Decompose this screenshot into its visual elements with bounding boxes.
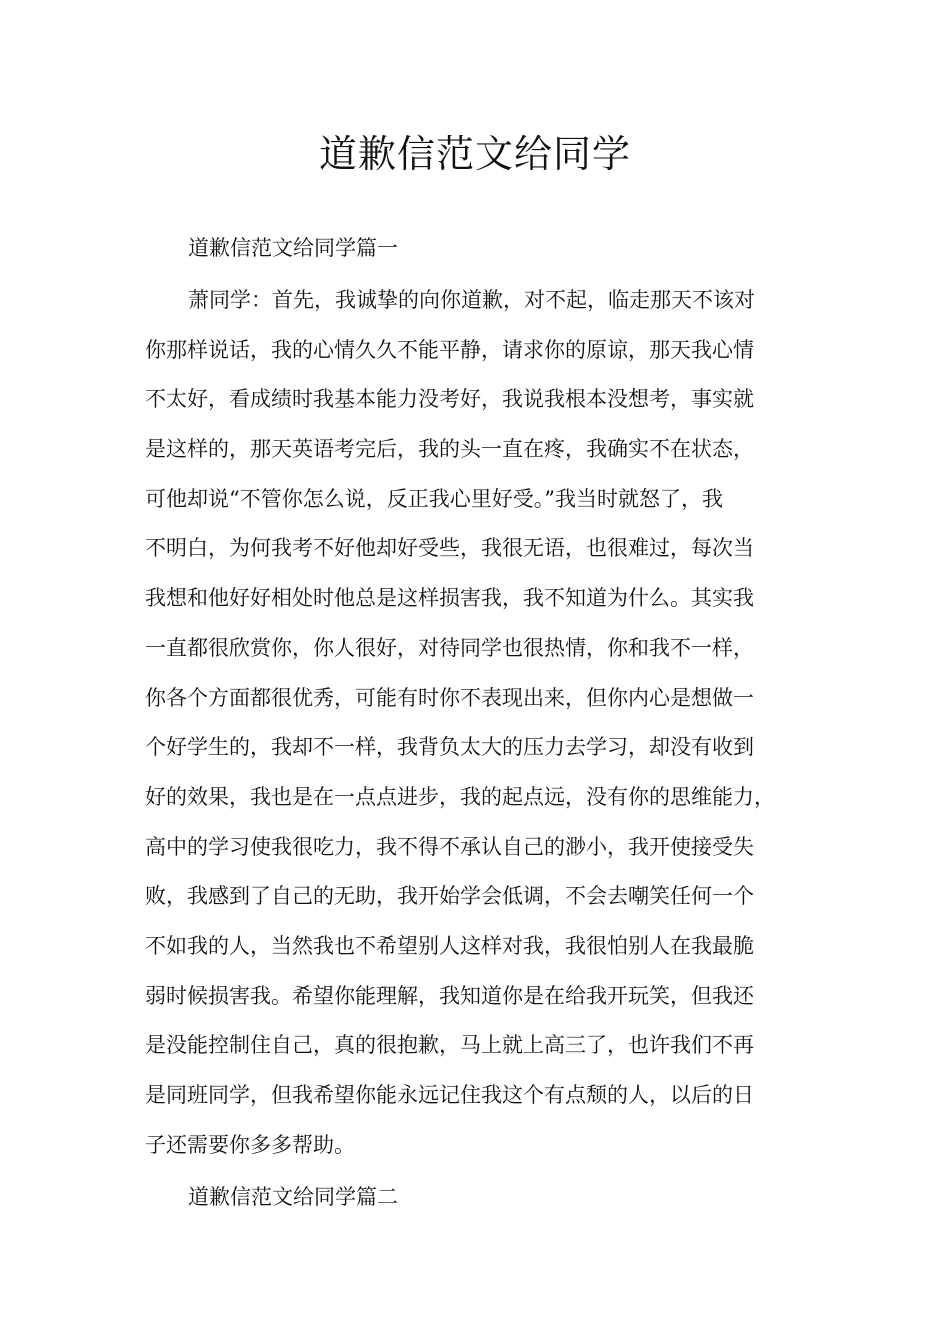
paragraph-line: 败，我感到了自己的无助，我开始学会低调，不会去嘲笑任何一个	[145, 884, 754, 909]
letter-paragraph-1	[145, 276, 825, 1170]
paragraph-line: 不太好，看成绩时我基本能力没考好，我说我根本没想考，事实就	[145, 387, 754, 412]
paragraph-line: 是没能控制住自己，真的很抱歉，马上就上高三了，也许我们不再	[145, 1033, 754, 1058]
paragraph-line: 你各个方面都很优秀，可能有时你不表现出来，但你内心是想做一	[145, 685, 754, 710]
paragraph-line: 你那样说话，我的心情久久不能平静，请求你的原谅，那天我心情	[145, 337, 754, 362]
paragraph-line: 好的效果，我也是在一点点进步，我的起点远，没有你的思维能力，	[145, 784, 775, 809]
paragraph-line: 个好学生的，我却不一样，我背负太大的压力去学习，却没有收到	[145, 735, 754, 760]
paragraph-line: 是同班同学，但我希望你能永远记住我这个有点颓的人，以后的日	[145, 1083, 754, 1107]
section-heading-1: 道歉信范文给同学篇一	[188, 236, 398, 260]
paragraph-line: 是这样的，那天英语考完后，我的头一直在疼，我确实不在状态，	[145, 437, 754, 462]
paragraph-line: 弱时候损害我。希望你能理解，我知道你是在给我开玩笑，但我还	[145, 983, 754, 1008]
paragraph-line: 子还需要你多多帮助。	[145, 1132, 355, 1157]
paragraph-line: 不如我的人，当然我也不希望别人这样对我，我很怕别人在我最脆	[145, 933, 754, 958]
document-title: 道歉信范文给同学	[318, 132, 631, 176]
paragraph-line: 我想和他好好相处时他总是这样损害我，我不知道为什么。其实我	[145, 586, 754, 611]
paragraph-line: 可他却说“不管你怎么说，反正我心里好受。”我当时就怒了，我	[145, 486, 723, 511]
paragraph-line: 一直都很欣赏你，你人很好，对待同学也很热情，你和我不一样，	[145, 635, 754, 660]
section-heading-2: 道歉信范文给同学篇二	[188, 1185, 398, 1209]
paragraph-line: 不明白，为何我考不好他却好受些，我很无语，也很难过，每次当	[145, 536, 754, 561]
paragraph-line: 高中的学习使我很吃力，我不得不承认自己的渺小，我开使接受失	[145, 834, 754, 859]
paragraph-line: 萧同学：首先，我诚挚的向你道歉，对不起，临走那天不该对	[188, 288, 755, 312]
